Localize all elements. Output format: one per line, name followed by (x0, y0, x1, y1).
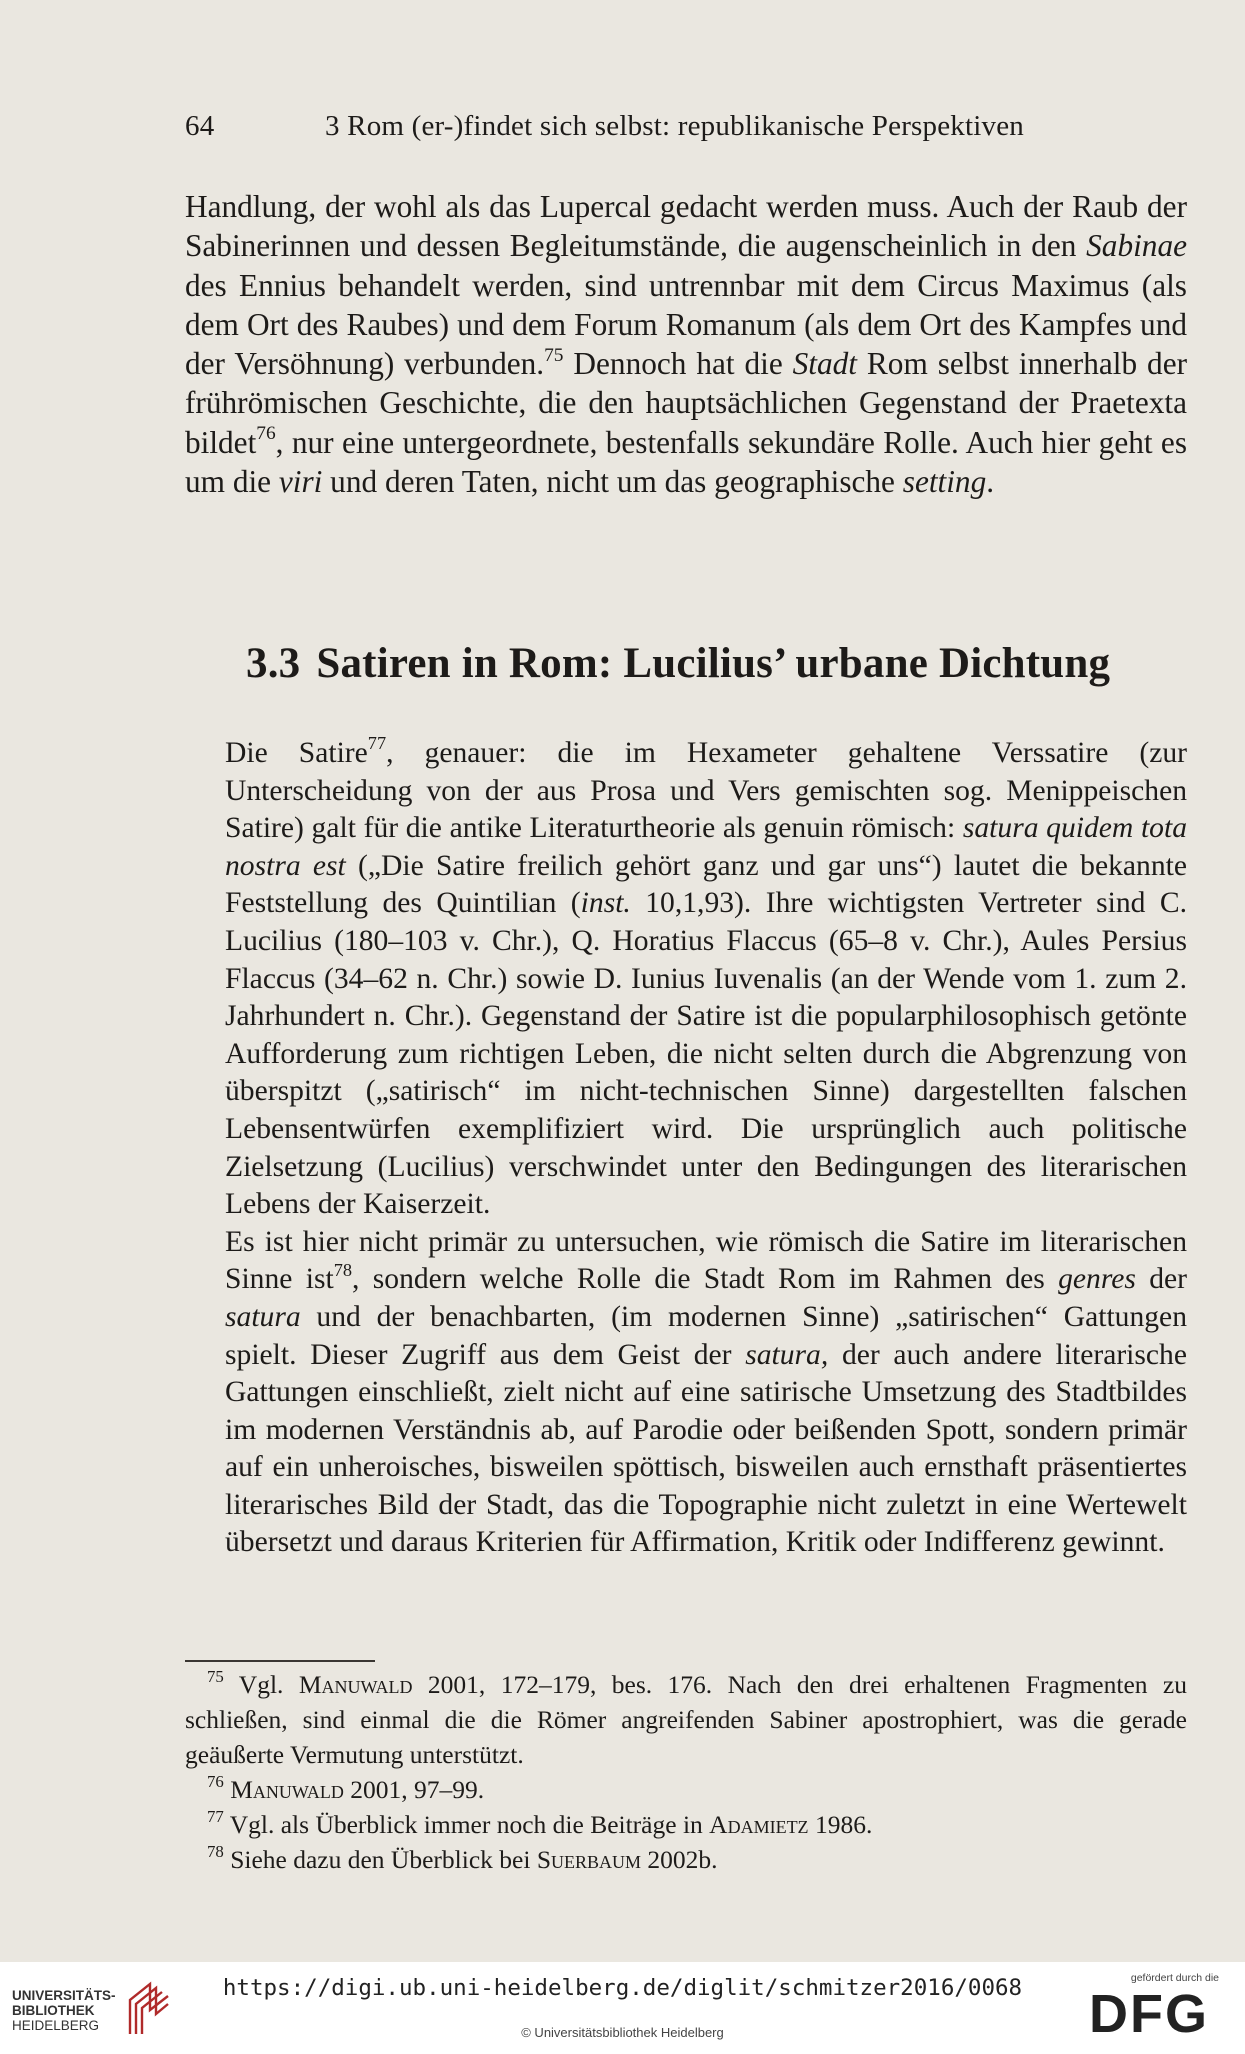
footnote-ref-76[interactable]: 76 (256, 423, 276, 445)
dfg-logo[interactable]: DFG (1089, 1984, 1209, 2044)
page-number: 64 (185, 110, 215, 142)
paragraph-2: Die Satire$^{77}$, genauer: die im Hexameter gehaltene Verssatire (zur Unterscheidung von der aus Prosa und Vers gemischten sog. Menippeischen Satire) galt für die antike Literaturtheorie als genuin römisch: satura quidem tota nostra est („Die Satire freilich gehört ganz und gar uns“) lautet die bekannte Feststellung des Quintilian (inst. 10,1,93). Ihre wichtigsten Vertreter sind C. Lucilius (180–103 v. Chr.), Q. Horatius Flaccus (65–8 v. Chr.), Aules Persius Flaccus (34–62 n. Chr.) sowie D. Iunius Iuvenalis (an der Wende vom 1. zum 2. Jahrhundert n. Chr.). Gegenstand der Satire ist die popularphilosophisch getönte Aufforderung zum richtigen Leben, die nicht selten durch die Abgrenzung von überspitzt („satirisch“ im nicht-technischen Sinne) dargestellten falschen Lebensentwürfen exemplifiziert wird. Die ursprünglich auch politische Zielsetzung (Lucilius) verschwindet unter den Bedingungen des literarischen Lebens der Kaiserzeit. (225, 733, 1187, 1221)
section-body (225, 735, 1187, 1562)
footnote-divider (185, 1660, 375, 1662)
footnote-78: $^{78}$ Siehe dazu den Überblick bei Suerbaum 2002b. (207, 1841, 718, 1874)
footnote-ref-75[interactable]: 75 (544, 344, 564, 366)
viewer-footer (0, 1962, 1245, 2054)
footnote-ref-78[interactable]: 78 (333, 1259, 353, 1280)
section-heading (246, 636, 1146, 692)
funding-note: gefördert durch die (1130, 1972, 1219, 1984)
section-number: 3.3 (246, 640, 301, 687)
footnotes (185, 1667, 1187, 1877)
paragraph-3: Es ist hier nicht primär zu untersuchen, wie römisch die Satire im literarischen Sinne ist$^{78}$, sondern welche Rolle die Stadt Rom im Rahmen des genres der satura und der benachbarten, (im modernen Sinne) „satirischen“ Gattungen spielt. Dieser Zugriff aus dem Geist der satura, der auch andere literarische Gattungen einschließt, zielt nicht auf eine satirische Umsetzung des Stadtbildes im modernen Verständnis ab, auf Parodie oder beißenden Spott, sondern primär auf ein unheroisches, bisweilen spöttisch, bisweilen auch ernsthaft präsentiertes literarisches Bild der Stadt, das die Topographie nicht zuletzt in eine Wertewelt übersetzt und daraus Kriterien für Affirmation, Kritik oder Indifferenz gewinnt. (225, 1225, 1188, 1559)
paragraph-1: Handlung, der wohl als das Lupercal gedacht werden muss. Auch der Raub der Sabinerinnen und dessen Begleitumstände, die augenscheinlich in den Sabinae des Ennius behandelt werden, sind untrennbar mit dem Circus Maximus (als dem Ort des Raubes) und dem Forum Romanum (als dem Ort des Kampfes und der Versöhnung) verbunden.$^{75}$ Dennoch hat die Stadt Rom selbst innerhalb der frührömischen Geschichte, die den hauptsächlichen Gegenstand der Praetexta bildet$^{76}$, nur eine untergeordnete, bestenfalls sekundäre Rolle. Auch hier geht es um die viri und deren Taten, nicht um das geographische setting. (185, 189, 1188, 500)
running-title: 3 Rom (er-)findet sich selbst: republikanische Perspektiven (325, 110, 1024, 142)
permalink-url[interactable]: https://digi.ub.uni-heidelberg.de/diglit/schmitzer2016/0068 (222, 1975, 1023, 2001)
footnote-76: $^{76}$ Manuwald 2001, 97–99. (207, 1771, 485, 1804)
footnote-ref-77[interactable]: 77 (367, 733, 387, 754)
section-title: Satiren in Rom: Lucilius’ urbane Dichtung (316, 640, 1111, 687)
footnote-77: $^{77}$ Vgl. als Überblick immer noch die Beiträge in Adamietz 1986. (207, 1806, 873, 1839)
copyright-notice: © Universitätsbibliothek Heidelberg (521, 2025, 724, 2040)
library-logo-text[interactable]: UNIVERSITÄTS- BIBLIOTHEK HEIDELBERG (12, 1988, 116, 2033)
footnote-75: $^{75}$ Vgl. Manuwald 2001, 172–179, bes. 176. Nach den drei erhaltenen Fragmenten zu schließen, sind einmal die die Römer angreifenden Sabiner apostrophiert, was die gerade geäußerte Vermutung unterstützt. (185, 1666, 1188, 1769)
